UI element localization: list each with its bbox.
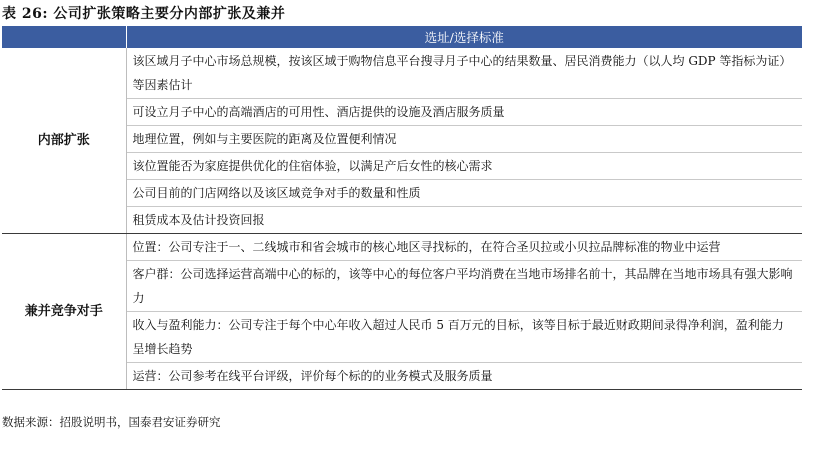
strategy-table <box>2 26 802 390</box>
criteria-cell: 公司目前的门店网络以及该区域竞争对手的数量和性质 <box>126 180 802 207</box>
table-row <box>2 234 802 261</box>
header-category-cell <box>2 26 126 48</box>
table-row <box>2 48 802 99</box>
data-source-note: 数据来源：招股说明书，国泰君安证券研究 <box>2 415 221 429</box>
criteria-cell: 可设立月子中心的高端酒店的可用性、酒店提供的设施及酒店服务质量 <box>126 99 802 126</box>
criteria-cell: 客户群：公司选择运营高端中心的标的，该等中心的每位客户平均消费在当地市场排名前十，其品牌在当地市场具有强大影响力 <box>126 261 802 312</box>
criteria-cell: 收入与盈利能力：公司专注于每个中心年收入超过人民币 5 百万元的目标，该等目标于最近财政期间录得净利润，盈利能力呈增长趋势 <box>126 312 802 363</box>
table-header-row <box>2 26 802 48</box>
criteria-cell: 该区域月子中心市场总规模，按该区域于购物信息平台搜寻月子中心的结果数量、居民消费能力（以人均 GDP 等指标为证）等因素估计 <box>126 48 802 99</box>
category-merger-competitors: 兼并竞争对手 <box>2 234 126 390</box>
criteria-cell: 地理位置，例如与主要医院的距离及位置便利情况 <box>126 126 802 153</box>
criteria-cell: 租赁成本及估计投资回报 <box>126 207 802 234</box>
header-criteria-cell: 选址/选择标准 <box>126 26 802 48</box>
category-internal-expansion: 内部扩张 <box>2 48 126 234</box>
criteria-cell: 运营：公司参考在线平台评级，评价每个标的的业务模式及服务质量 <box>126 363 802 390</box>
table-title: 表 26: 公司扩张策略主要分内部扩张及兼并 <box>2 6 286 22</box>
criteria-cell: 该位置能否为家庭提供优化的住宿体验，以满足产后女性的核心需求 <box>126 153 802 180</box>
criteria-cell: 位置：公司专注于一、二线城市和省会城市的核心地区寻找标的，在符合圣贝拉或小贝拉品牌标准的物业中运营 <box>126 234 802 261</box>
